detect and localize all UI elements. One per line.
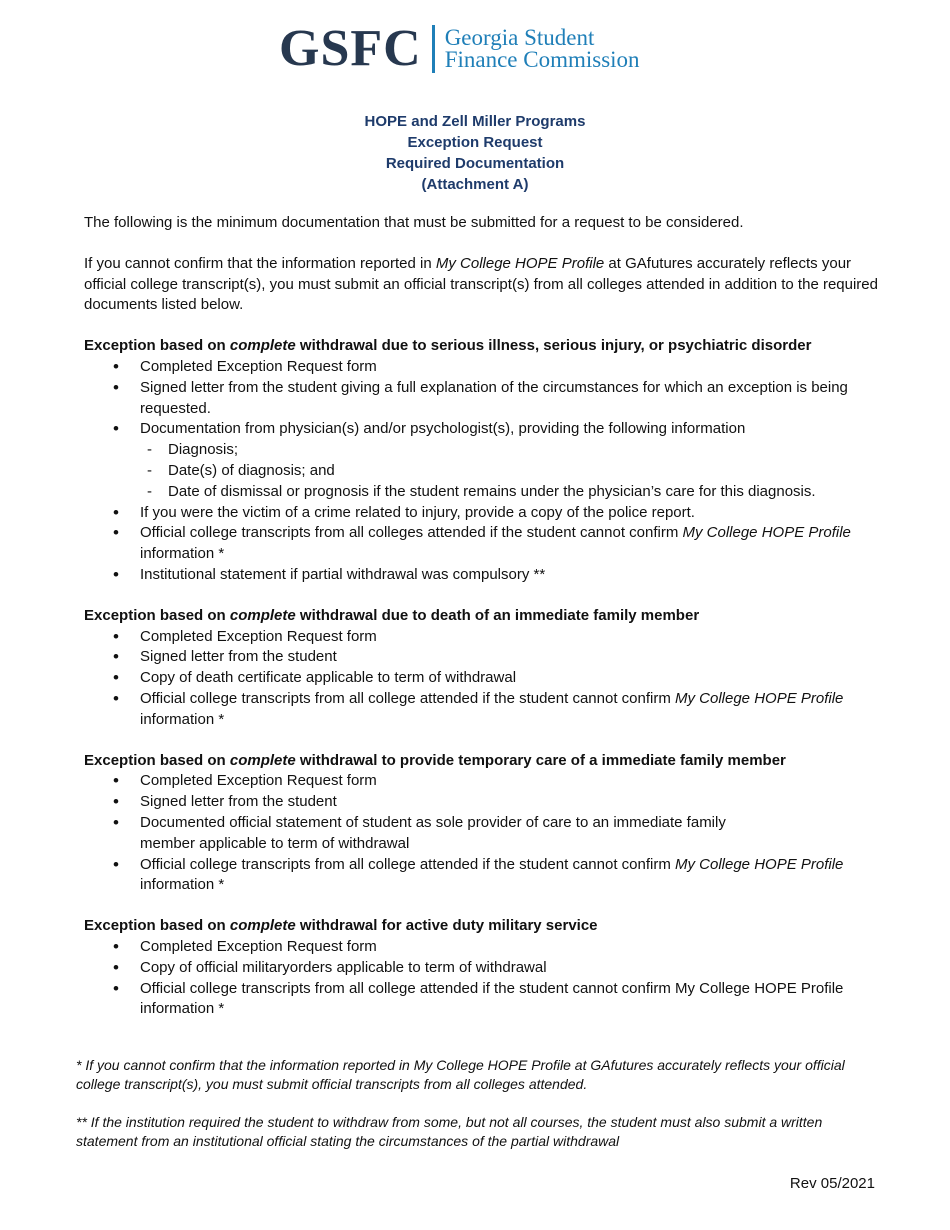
- list-item: • Institutional statement if partial withdrawal was compulsory **: [84, 565, 884, 586]
- list-item: • Documented official statement of student as sole provider of care to an immediate family member applicable to term of withdrawal: [84, 813, 884, 855]
- logo-divider: [432, 25, 435, 73]
- logo-name: [445, 27, 640, 71]
- list-item: • Official college transcripts from all colleges attended if the student cannot confirm My College HOPE Profile information *: [84, 523, 884, 565]
- section-heading-care: Exception based on complete withdrawal to provide temporary care of a immediate family member: [84, 751, 786, 769]
- sub-list-item: - Date of dismissal or prognosis if the student remains under the physician’s care for this diagnosis.: [140, 482, 884, 503]
- list-item: • If you were the victim of a crime related to injury, provide a copy of the police report.: [84, 503, 884, 524]
- care-requirements-list: [84, 771, 884, 896]
- footnote-1: * If you cannot confirm that the information reported in My College HOPE Profile at GAfutures accurately reflects your official college transcript(s), you must submit official transcripts from all colleges attended.: [76, 1057, 845, 1092]
- footnotes: [76, 1056, 876, 1170]
- military-requirements-list: [84, 937, 884, 1020]
- logo-mark: GSFC: [279, 20, 422, 77]
- footnote-2: ** If the institution required the student to withdraw from some, but not all courses, the student must also submit a written statement from an institutional official stating the circumstances of the partial withdrawal: [76, 1114, 823, 1149]
- section-heading-illness: Exception based on complete withdrawal due to serious illness, serious injury, or psychiatric disorder: [84, 337, 812, 355]
- sub-list-item: - Date(s) of diagnosis; and: [140, 461, 884, 482]
- list-item: • Official college transcripts from all college attended if the student cannot confirm My College HOPE Profile information *: [84, 979, 884, 1021]
- document-title: [0, 111, 950, 195]
- death-requirements-list: [84, 627, 884, 731]
- section-heading-death: Exception based on complete withdrawal due to death of an immediate family member: [84, 606, 700, 624]
- gsfc-logo: [279, 22, 640, 76]
- revision-date: Rev 05/2021: [789, 1175, 875, 1192]
- intro-paragraph-1: The following is the minimum documentation that must be submitted for a request to be considered.: [84, 214, 744, 231]
- list-item: • Copy of official militaryorders applicable to term of withdrawal: [84, 958, 884, 979]
- logo-name-line1: Georgia Student: [444, 25, 595, 50]
- title-line-4: (Attachment A): [421, 176, 529, 193]
- title-line-2: Exception Request: [407, 134, 543, 151]
- list-item: • Completed Exception Request form: [84, 627, 884, 648]
- list-item: • Documentation from physician(s) and/or psychologist(s), providing the following information - Diagnosis; - Date(s) of diagnosis; and - Date of dismissal or prognosis if the student remains under the physician’s care for this diagnosis.: [84, 419, 884, 502]
- list-item: • Completed Exception Request form: [84, 357, 884, 378]
- document-body: [84, 213, 884, 1020]
- sub-list-item: - Diagnosis;: [140, 440, 884, 461]
- list-item: • Official college transcripts from all college attended if the student cannot confirm My College HOPE Profile information *: [84, 689, 884, 731]
- section-heading-military: Exception based on complete withdrawal for active duty military service: [84, 917, 598, 935]
- list-item: • Official college transcripts from all college attended if the student cannot confirm My College HOPE Profile information *: [84, 855, 884, 897]
- list-item: • Signed letter from the student: [84, 792, 884, 813]
- list-item: • Copy of death certificate applicable to term of withdrawal: [84, 668, 884, 689]
- logo-name-line2: Finance Commission: [444, 47, 640, 72]
- list-item: • Signed letter from the student giving a full explanation of the circumstances for which an exception is being requested.: [84, 378, 884, 420]
- intro-paragraph-2: If you cannot confirm that the information reported in My College HOPE Profile at GAfutures accurately reflects your official college transcript(s), you must submit an official transcript(s) from all colleges attended in addition to the required documents listed below.: [84, 254, 878, 314]
- list-item: • Signed letter from the student: [84, 647, 884, 668]
- title-line-1: HOPE and Zell Miller Programs: [364, 113, 586, 130]
- list-item: • Completed Exception Request form: [84, 771, 884, 792]
- list-item: • Completed Exception Request form: [84, 937, 884, 958]
- illness-requirements-list: [84, 357, 884, 586]
- title-line-3: Required Documentation: [385, 155, 565, 172]
- physician-info-sublist: [140, 440, 884, 502]
